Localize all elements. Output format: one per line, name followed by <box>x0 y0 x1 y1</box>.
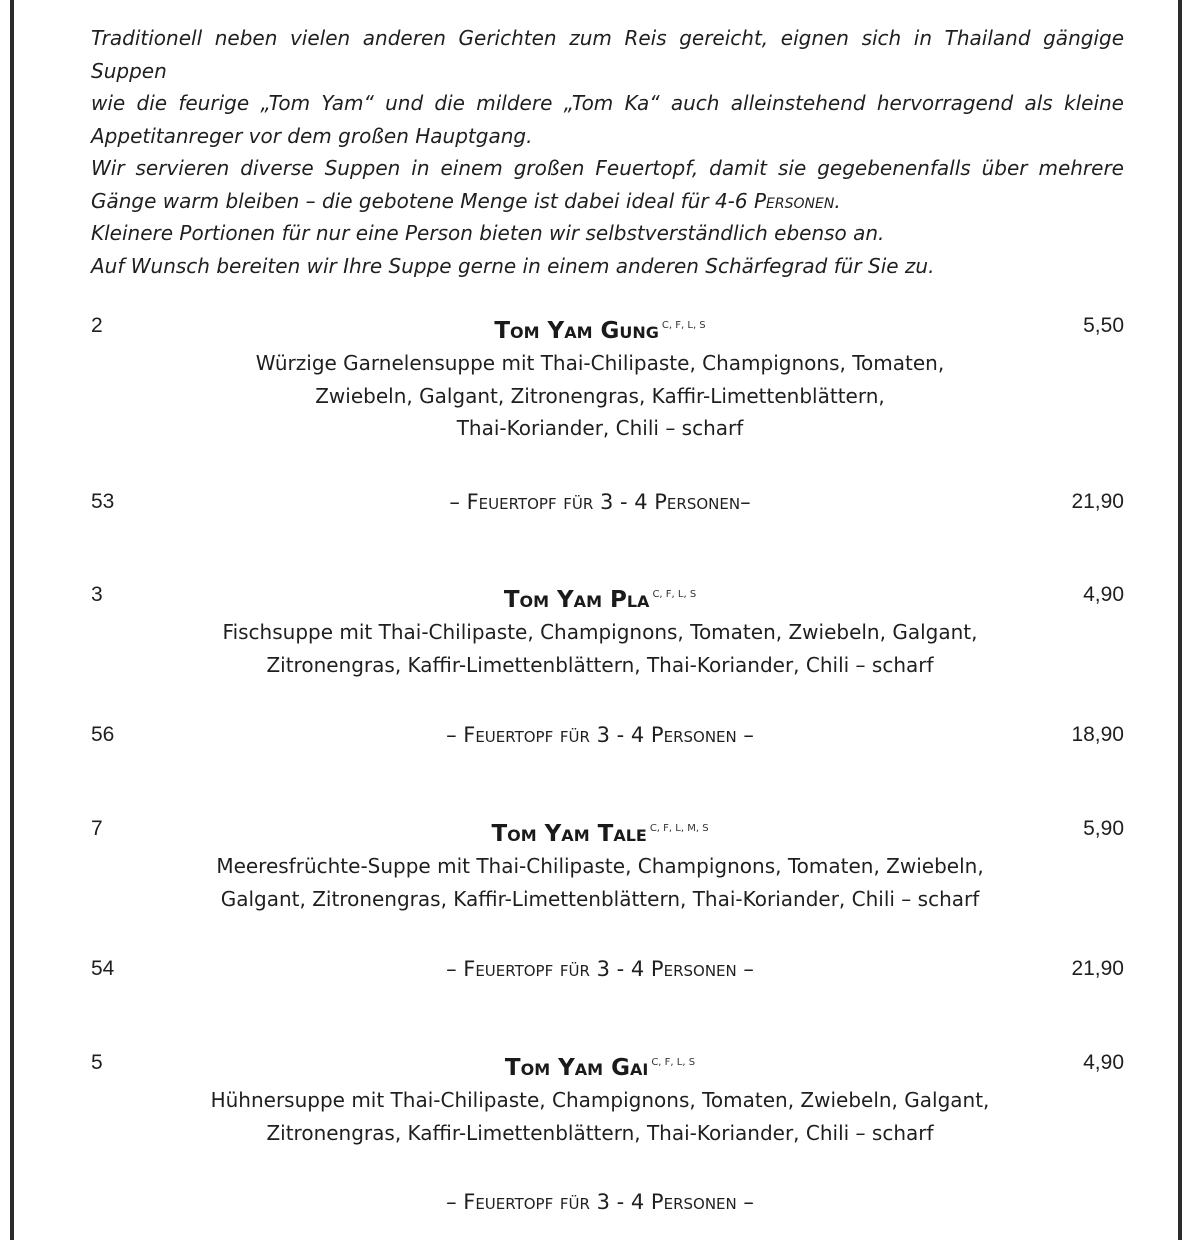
fire-pot-row <box>0 484 1200 520</box>
menu-item-header <box>0 1045 1200 1081</box>
allergen-codes: C, F, L, M, S <box>649 823 709 834</box>
item-number: 5 <box>91 1051 103 1074</box>
intro-line-text: Gänge warm bleiben – die gebotene Menge ist dabei ideal für 4-6 <box>91 188 754 213</box>
description-line: Meeresfrüchte-Suppe mit Thai-Chilipaste, Champignons, Tomaten, Zwiebeln, <box>216 854 984 878</box>
intro-line: Auf Wunsch bereiten wir Ihre Suppe gerne in einem anderen Schärfegrad für Sie zu. <box>91 253 935 278</box>
description-line: Zwiebeln, Galgant, Zitronengras, Kaffir-Limettenblättern, <box>315 383 885 408</box>
dish-name <box>0 811 1200 852</box>
pot-price: 18,90 <box>1071 723 1124 746</box>
dish-description <box>0 616 1200 681</box>
allergen-codes: C, F, L, S <box>652 589 697 600</box>
allergen-codes: C, F, L, S <box>661 320 706 331</box>
item-price: 4,90 <box>1083 1051 1124 1074</box>
intro-line: Traditionell neben vielen anderen Gerichten zum Reis gereicht, eignen sich in Thailand gängige Suppen <box>91 26 1124 83</box>
intro-line <box>91 185 1124 218</box>
intro-personen-word: Personen. <box>753 188 841 213</box>
dish-name <box>0 577 1200 618</box>
fire-pot-row <box>0 1184 1200 1220</box>
item-number: 7 <box>91 817 103 840</box>
dish-description <box>0 850 1200 915</box>
item-price: 5,50 <box>1083 314 1124 337</box>
intro-line: Wir servieren diverse Suppen in einem großen Feuertopf, damit sie gegebenenfalls über mehrere <box>91 156 1124 180</box>
dish-description <box>0 1084 1200 1149</box>
pot-label: – Feuertopf für 3 - 4 Personen – <box>446 957 754 981</box>
item-number: 3 <box>91 583 103 606</box>
intro-line: Appetitanreger vor dem großen Hauptgang. <box>91 123 533 148</box>
fire-pot-row <box>0 951 1200 987</box>
dish-name-text: Tom Yam Gai <box>504 1055 649 1081</box>
dish-name-text: Tom Yam Pla <box>503 587 650 613</box>
pot-label: – Feuertopf für 3 - 4 Personen – <box>446 723 754 747</box>
allergen-codes: C, F, L, S <box>651 1057 696 1068</box>
item-price: 4,90 <box>1083 583 1124 606</box>
dish-description <box>0 347 1200 445</box>
pot-label: – Feuertopf für 3 - 4 Personen– <box>449 490 751 514</box>
description-line: Zitronengras, Kaffir-Limettenblättern, Thai-Koriander, Chili – scharf <box>266 652 934 677</box>
menu-item <box>0 577 1200 681</box>
pot-number: 56 <box>91 723 115 746</box>
intro-line: wie die feurige „Tom Yam“ und die mildere „Tom Ka“ auch alleinstehend hervorragend als kleine <box>91 91 1124 115</box>
intro-text <box>91 22 1124 282</box>
item-price: 5,90 <box>1083 817 1124 840</box>
description-line: Fischsuppe mit Thai-Chilipaste, Champignons, Tomaten, Zwiebeln, Galgant, <box>222 620 978 644</box>
description-line: Galgant, Zitronengras, Kaffir-Limettenblättern, Thai-Koriander, Chili – scharf <box>220 886 980 911</box>
pot-label: – Feuertopf für 3 - 4 Personen – <box>446 1190 754 1214</box>
fire-pot-row <box>0 717 1200 753</box>
menu-item <box>0 811 1200 915</box>
menu-item-header <box>0 577 1200 613</box>
description-line: Thai-Koriander, Chili – scharf <box>456 416 744 440</box>
description-line: Würzige Garnelensuppe mit Thai-Chilipaste, Champignons, Tomaten, <box>255 351 945 375</box>
description-line: Zitronengras, Kaffir-Limettenblättern, Thai-Koriander, Chili – scharf <box>266 1120 934 1145</box>
dish-name <box>0 308 1200 349</box>
pot-number: 53 <box>91 490 115 513</box>
menu-item <box>0 308 1200 445</box>
pot-number: 54 <box>91 957 115 980</box>
intro-line: Kleinere Portionen für nur eine Person bieten wir selbstverständlich ebenso an. <box>91 221 885 245</box>
dish-name-text: Tom Yam Tale <box>491 821 647 847</box>
pot-price: 21,90 <box>1071 490 1124 513</box>
menu-item-header <box>0 811 1200 847</box>
menu-item-header <box>0 308 1200 344</box>
dish-name <box>0 1045 1200 1086</box>
item-number: 2 <box>91 314 103 337</box>
description-line: Hühnersuppe mit Thai-Chilipaste, Champignons, Tomaten, Zwiebeln, Galgant, <box>210 1088 990 1112</box>
dish-name-text: Tom Yam Gung <box>494 318 659 344</box>
menu-item <box>0 1045 1200 1149</box>
pot-price: 21,90 <box>1071 957 1124 980</box>
